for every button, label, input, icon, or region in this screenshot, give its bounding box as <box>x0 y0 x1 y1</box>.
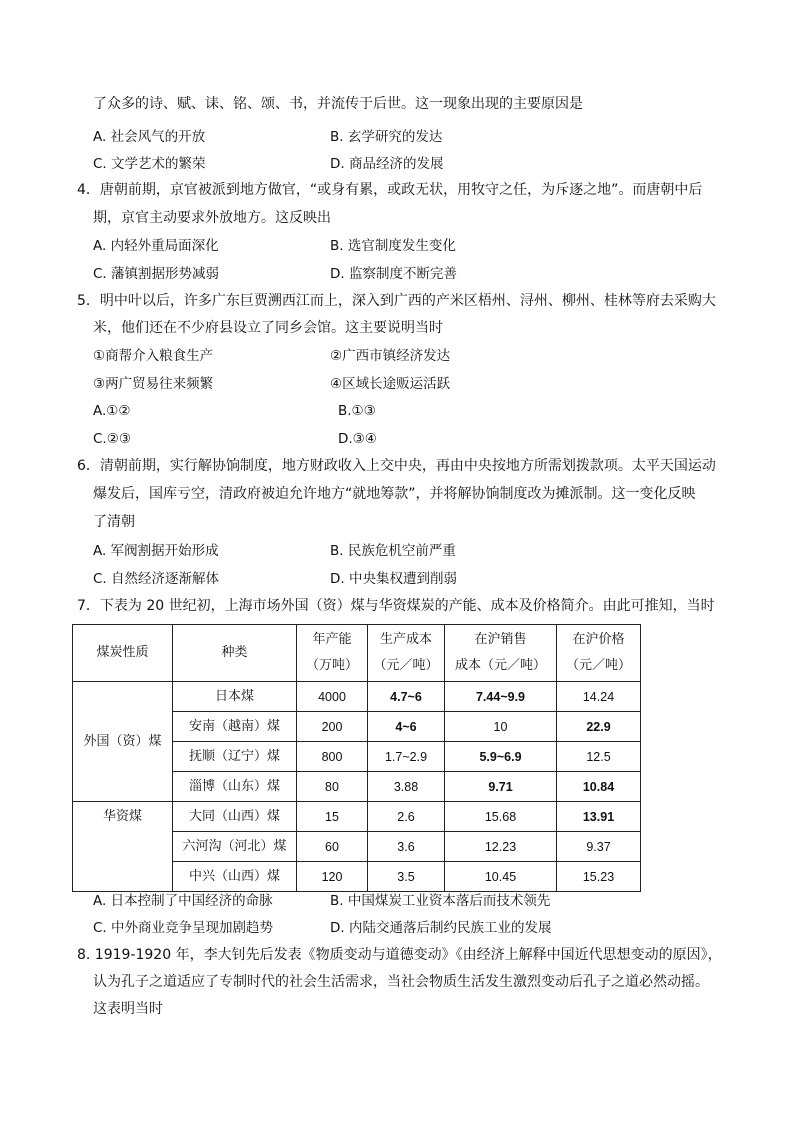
table-row <box>73 682 641 712</box>
cell-sale: 10.45 <box>445 862 557 892</box>
q7-option-c[interactable]: C. 中外商业竞争呈现加剧趋势 <box>93 920 274 936</box>
cell-cost: 2.6 <box>368 802 445 832</box>
question-8-stem-line3: 这表明当时 <box>93 1001 163 1017</box>
cell-sale: 7.44~9.9 <box>445 682 557 712</box>
header-cost <box>368 625 445 682</box>
cell-price: 14.24 <box>557 682 641 712</box>
question-6-stem-line3: 了清朝 <box>93 514 135 530</box>
q6-option-a[interactable]: A. 军阀割据开始形成 <box>93 543 219 559</box>
cell-capacity: 4000 <box>297 682 368 712</box>
cell-price: 22.9 <box>557 712 641 742</box>
header-cost-line2: （元／吨） <box>373 658 439 673</box>
q3-option-a[interactable]: A. 社会风气的开放 <box>93 129 206 145</box>
cell-sale: 10 <box>445 712 557 742</box>
q3-option-b[interactable]: B. 玄学研究的发达 <box>330 129 443 145</box>
question-5-stem-line1: 5．明中叶以后，许多广东巨贾溯西江而上，深入到广西的产米区梧州、浔州、柳州、桂林等府去采购大 <box>77 293 716 309</box>
cell-capacity: 15 <box>297 802 368 832</box>
question-8-stem-line1: 8. 1919-1920 年，李大钊先后发表《物质变动与道德变动》《由经济上解释中国近代思想变动的原因》， <box>77 947 722 963</box>
q5-item-4: ④区域长途贩运活跃 <box>330 376 451 392</box>
cell-sale: 12.23 <box>445 832 557 862</box>
cell-capacity: 120 <box>297 862 368 892</box>
q3-option-c[interactable]: C. 文学艺术的繁荣 <box>93 156 206 172</box>
header-kind: 种类 <box>173 625 297 682</box>
cell-cost: 1.7~2.9 <box>368 742 445 772</box>
cell-cost: 3.6 <box>368 832 445 862</box>
cell-capacity: 200 <box>297 712 368 742</box>
question-3-stem: 了众多的诗、赋、诔、铭、颂、书，并流传于后世。这一现象出现的主要原因是 <box>93 96 583 112</box>
cell-kind: 抚顺（辽宁）煤 <box>173 742 297 772</box>
cell-kind: 大同（山西）煤 <box>173 802 297 832</box>
q6-option-c[interactable]: C. 自然经济逐渐解体 <box>93 571 220 587</box>
cell-price: 10.84 <box>557 772 641 802</box>
question-4-stem-line2: 期，京官主动要求外放地方。这反映出 <box>93 210 331 226</box>
header-capacity-line2: （万吨） <box>305 658 358 673</box>
cell-cost: 3.5 <box>368 862 445 892</box>
cell-cost: 4.7~6 <box>368 682 445 712</box>
cell-kind: 中兴（山西）煤 <box>173 862 297 892</box>
header-coal-nature: 煤炭性质 <box>73 625 173 682</box>
header-capacity-line1: 年产能 <box>312 632 352 647</box>
q6-option-b[interactable]: B. 民族危机空前严重 <box>330 543 456 559</box>
question-7-stem: 7．下表为 20 世纪初，上海市场外国（资）煤与华资煤炭的产能、成本及价格简介。由此可推知，当时 <box>77 598 715 614</box>
q5-option-b[interactable]: B.①③ <box>338 403 376 419</box>
cell-price: 9.37 <box>557 832 641 862</box>
header-price-line2: （元／吨） <box>565 658 631 673</box>
q4-option-b[interactable]: B. 选官制度发生变化 <box>330 238 456 254</box>
header-sale-cost <box>445 625 557 682</box>
cell-kind: 安南（越南）煤 <box>173 712 297 742</box>
q4-option-a[interactable]: A. 内轻外重局面深化 <box>93 238 219 254</box>
cell-price: 15.23 <box>557 862 641 892</box>
q3-option-d[interactable]: D. 商品经济的发展 <box>330 156 444 172</box>
cell-capacity: 60 <box>297 832 368 862</box>
cell-kind: 淄博（山东）煤 <box>173 772 297 802</box>
q6-option-d[interactable]: D. 中央集权遭到削弱 <box>330 571 457 587</box>
header-capacity <box>297 625 368 682</box>
header-sale-line1: 在沪销售 <box>474 632 527 647</box>
header-price <box>557 625 641 682</box>
cell-sale: 5.9~6.9 <box>445 742 557 772</box>
q7-option-d[interactable]: D. 内陆交通落后制约民族工业的发展 <box>330 920 552 936</box>
q4-option-c[interactable]: C. 藩镇割据形势减弱 <box>93 266 220 282</box>
q5-option-c[interactable]: C.②③ <box>93 431 131 447</box>
question-4-stem-line1: 4．唐朝前期，京官被派到地方做官，“或身有累，或政无状，用牧守之任，为斥逐之地”。而唐朝中后 <box>77 182 703 198</box>
cell-sale: 15.68 <box>445 802 557 832</box>
cell-capacity: 80 <box>297 772 368 802</box>
question-6-stem-line1: 6．清朝前期，实行解协饷制度，地方财政收入上交中央，再由中央按地方所需划拨款项。太平天国运动 <box>77 458 716 474</box>
cell-cost: 4~6 <box>368 712 445 742</box>
header-cost-line1: 生产成本 <box>379 632 432 647</box>
coal-comparison-table <box>72 624 641 892</box>
question-8-stem-line2: 认为孔子之道适应了专制时代的社会生活需求，当社会物质生活发生激烈变动后孔子之道必然动摇。 <box>93 974 709 990</box>
q5-item-1: ①商帮介入粮食生产 <box>93 348 214 364</box>
q5-option-a[interactable]: A.①② <box>93 403 131 419</box>
group-chinese-coal: 华资煤 <box>73 802 173 892</box>
cell-price: 12.5 <box>557 742 641 772</box>
cell-cost: 3.88 <box>368 772 445 802</box>
header-sale-line2: 成本（元／吨） <box>454 658 546 673</box>
q7-option-b[interactable]: B. 中国煤炭工业资本落后而技术领先 <box>330 893 551 909</box>
q7-option-a[interactable]: A. 日本控制了中国经济的命脉 <box>93 893 273 909</box>
question-6-stem-line2: 爆发后，国库亏空，清政府被迫允许地方“就地筹款”，并将解协饷制度改为摊派制。这一变化反映 <box>93 486 696 502</box>
cell-kind: 日本煤 <box>173 682 297 712</box>
cell-capacity: 800 <box>297 742 368 772</box>
group-foreign-coal: 外国（资）煤 <box>73 682 173 802</box>
q5-item-3: ③两广贸易往来频繁 <box>93 376 214 392</box>
table-header-row <box>73 625 641 682</box>
header-price-line1: 在沪价格 <box>572 632 625 647</box>
q5-option-d[interactable]: D.③④ <box>338 431 377 447</box>
cell-kind: 六河沟（河北）煤 <box>173 832 297 862</box>
q5-item-2: ②广西市镇经济发达 <box>330 348 451 364</box>
cell-sale: 9.71 <box>445 772 557 802</box>
question-5-stem-line2: 米，他们还在不少府县设立了同乡会馆。这主要说明当时 <box>93 320 443 336</box>
q4-option-d[interactable]: D. 监察制度不断完善 <box>330 266 457 282</box>
cell-price: 13.91 <box>557 802 641 832</box>
table-row <box>73 802 641 832</box>
